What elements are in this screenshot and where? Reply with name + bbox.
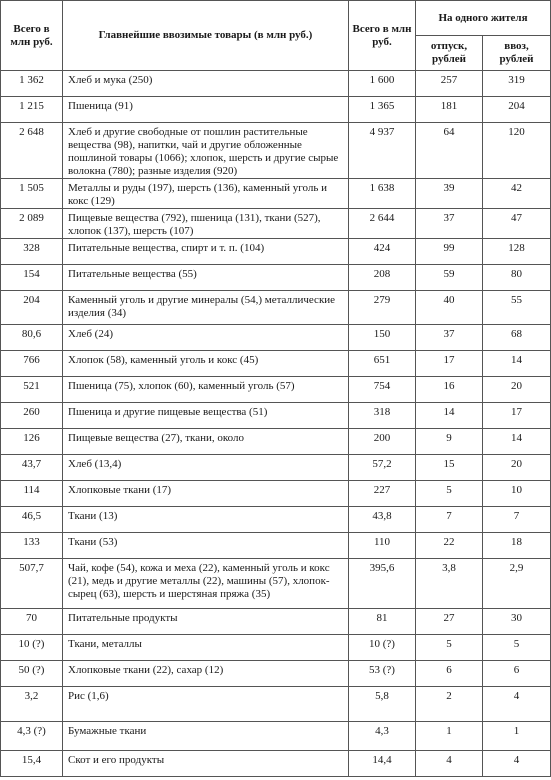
cell-export: 5: [416, 635, 483, 661]
table-row: [1, 661, 551, 687]
cell-total-after: 14,4: [349, 751, 416, 777]
table-row: [1, 209, 551, 239]
cell-export: 39: [416, 179, 483, 209]
cell-export: 27: [416, 609, 483, 635]
cell-import: 17: [483, 403, 551, 429]
header-import: ввоз, рублей: [483, 36, 551, 71]
cell-total-before: 260: [1, 403, 63, 429]
cell-import: 14: [483, 429, 551, 455]
cell-import: 120: [483, 123, 551, 179]
table-row: [1, 239, 551, 265]
cell-total-after: 150: [349, 325, 416, 351]
table-row: [1, 265, 551, 291]
cell-total-before: 1 215: [1, 97, 63, 123]
cell-total-before: 507,7: [1, 559, 63, 609]
cell-import: 204: [483, 97, 551, 123]
header-total-after: Всего в млн руб.: [349, 1, 416, 71]
cell-goods: Пшеница (91): [63, 97, 349, 123]
cell-export: 59: [416, 265, 483, 291]
cell-goods: Хлопковые ткани (22), сахар (12): [63, 661, 349, 687]
cell-export: 9: [416, 429, 483, 455]
cell-total-before: 328: [1, 239, 63, 265]
cell-export: 6: [416, 661, 483, 687]
cell-export: 40: [416, 291, 483, 325]
cell-total-after: 110: [349, 533, 416, 559]
cell-total-after: 2 644: [349, 209, 416, 239]
cell-total-before: 766: [1, 351, 63, 377]
cell-goods: Хлеб (13,4): [63, 455, 349, 481]
table-row: [1, 751, 551, 777]
cell-import: 4: [483, 687, 551, 722]
cell-total-before: 133: [1, 533, 63, 559]
cell-goods: Пищевые вещества (792), пшеница (131), ткани (527), хлопок (137), шерсть (107): [63, 209, 349, 239]
cell-total-after: 81: [349, 609, 416, 635]
cell-goods: Ткани, металлы: [63, 635, 349, 661]
cell-import: 14: [483, 351, 551, 377]
cell-total-before: 4,3 (?): [1, 722, 63, 751]
cell-export: 37: [416, 325, 483, 351]
cell-total-before: 43,7: [1, 455, 63, 481]
cell-import: 1: [483, 722, 551, 751]
cell-total-before: 15,4: [1, 751, 63, 777]
cell-import: 80: [483, 265, 551, 291]
cell-export: 64: [416, 123, 483, 179]
cell-export: 4: [416, 751, 483, 777]
cell-total-after: 208: [349, 265, 416, 291]
cell-goods: Ткани (53): [63, 533, 349, 559]
table-row: [1, 97, 551, 123]
cell-goods: Металлы и руды (197), шерсть (136), каменный уголь и кокс (129): [63, 179, 349, 209]
cell-goods: Хлопковые ткани (17): [63, 481, 349, 507]
header-per-capita: На одного жителя: [416, 1, 551, 36]
header-total-before: Всего в млн руб.: [1, 1, 63, 71]
cell-import: 47: [483, 209, 551, 239]
cell-total-after: 4 937: [349, 123, 416, 179]
table-row: [1, 403, 551, 429]
table-row: [1, 351, 551, 377]
cell-goods: Хлеб и другие свободные от пошлин растительные вещества (98), напитки, чай и другие обложенные пошлиной товары (1066); хлопок, шерсть и другие сырые волокна (780); разные изделия (920): [63, 123, 349, 179]
cell-export: 1: [416, 722, 483, 751]
cell-goods: Пшеница (75), хлопок (60), каменный уголь (57): [63, 377, 349, 403]
cell-total-before: 70: [1, 609, 63, 635]
cell-total-before: 1 505: [1, 179, 63, 209]
table-row: [1, 507, 551, 533]
cell-total-after: 651: [349, 351, 416, 377]
cell-total-before: 50 (?): [1, 661, 63, 687]
cell-export: 2: [416, 687, 483, 722]
cell-import: 20: [483, 455, 551, 481]
cell-total-before: 114: [1, 481, 63, 507]
cell-import: 68: [483, 325, 551, 351]
table-row: [1, 291, 551, 325]
cell-goods: Ткани (13): [63, 507, 349, 533]
table-row: [1, 609, 551, 635]
cell-export: 17: [416, 351, 483, 377]
cell-total-after: 227: [349, 481, 416, 507]
cell-total-before: 204: [1, 291, 63, 325]
cell-import: 2,9: [483, 559, 551, 609]
cell-import: 128: [483, 239, 551, 265]
table-row: [1, 533, 551, 559]
cell-total-after: 200: [349, 429, 416, 455]
cell-total-after: 5,8: [349, 687, 416, 722]
cell-export: 22: [416, 533, 483, 559]
cell-total-before: 2 089: [1, 209, 63, 239]
table-row: [1, 455, 551, 481]
cell-total-before: 126: [1, 429, 63, 455]
cell-goods: Хлопок (58), каменный уголь и кокс (45): [63, 351, 349, 377]
cell-total-after: 754: [349, 377, 416, 403]
cell-import: 30: [483, 609, 551, 635]
cell-total-after: 53 (?): [349, 661, 416, 687]
table-body: [1, 71, 551, 777]
cell-export: 5: [416, 481, 483, 507]
cell-total-after: 318: [349, 403, 416, 429]
cell-goods: Пшеница и другие пищевые вещества (51): [63, 403, 349, 429]
cell-total-before: 521: [1, 377, 63, 403]
cell-total-after: 43,8: [349, 507, 416, 533]
cell-total-before: 154: [1, 265, 63, 291]
cell-export: 16: [416, 377, 483, 403]
cell-total-after: 4,3: [349, 722, 416, 751]
table-row: [1, 429, 551, 455]
table-row: [1, 481, 551, 507]
cell-total-after: 10 (?): [349, 635, 416, 661]
cell-import: 20: [483, 377, 551, 403]
header-export: отпуск, рублей: [416, 36, 483, 71]
cell-export: 7: [416, 507, 483, 533]
cell-goods: Чай, кофе (54), кожа и меха (22), каменный уголь и кокс (21), медь и другие металлы (22), машины (57), хлопок-сырец (63), шерсть и шерстяная пряжа (35): [63, 559, 349, 609]
header-goods: Главнейшие ввозимые товары (в млн руб.): [63, 1, 349, 71]
cell-total-after: 57,2: [349, 455, 416, 481]
table-row: [1, 71, 551, 97]
cell-total-after: 1 365: [349, 97, 416, 123]
cell-goods: Питательные вещества (55): [63, 265, 349, 291]
cell-total-before: 46,5: [1, 507, 63, 533]
cell-export: 3,8: [416, 559, 483, 609]
cell-goods: Хлеб и мука (250): [63, 71, 349, 97]
cell-export: 99: [416, 239, 483, 265]
cell-export: 257: [416, 71, 483, 97]
cell-goods: Рис (1,6): [63, 687, 349, 722]
cell-total-after: 424: [349, 239, 416, 265]
table-row: [1, 325, 551, 351]
cell-import: 55: [483, 291, 551, 325]
cell-export: 14: [416, 403, 483, 429]
cell-goods: Питательные продукты: [63, 609, 349, 635]
cell-import: 10: [483, 481, 551, 507]
cell-total-after: 1 638: [349, 179, 416, 209]
table-row: [1, 377, 551, 403]
cell-total-before: 10 (?): [1, 635, 63, 661]
cell-import: 319: [483, 71, 551, 97]
cell-import: 4: [483, 751, 551, 777]
cell-goods: Скот и его продукты: [63, 751, 349, 777]
cell-total-before: 1 362: [1, 71, 63, 97]
cell-import: 18: [483, 533, 551, 559]
cell-goods: Бумажные ткани: [63, 722, 349, 751]
cell-total-before: 3,2: [1, 687, 63, 722]
table-row: [1, 179, 551, 209]
cell-total-after: 279: [349, 291, 416, 325]
table-row: [1, 635, 551, 661]
cell-import: 6: [483, 661, 551, 687]
cell-export: 181: [416, 97, 483, 123]
table-row: [1, 722, 551, 751]
cell-goods: Хлеб (24): [63, 325, 349, 351]
cell-total-before: 80,6: [1, 325, 63, 351]
table-row: [1, 687, 551, 722]
cell-import: 42: [483, 179, 551, 209]
table-row: [1, 123, 551, 179]
cell-import: 5: [483, 635, 551, 661]
cell-goods: Каменный уголь и другие минералы (54,) металлические изделия (34): [63, 291, 349, 325]
cell-export: 15: [416, 455, 483, 481]
cell-goods: Питательные вещества, спирт и т. п. (104): [63, 239, 349, 265]
cell-import: 7: [483, 507, 551, 533]
cell-total-after: 1 600: [349, 71, 416, 97]
cell-goods: Пищевые вещества (27), ткани, около: [63, 429, 349, 455]
table-row: [1, 559, 551, 609]
cell-export: 37: [416, 209, 483, 239]
cell-total-after: 395,6: [349, 559, 416, 609]
cell-total-before: 2 648: [1, 123, 63, 179]
